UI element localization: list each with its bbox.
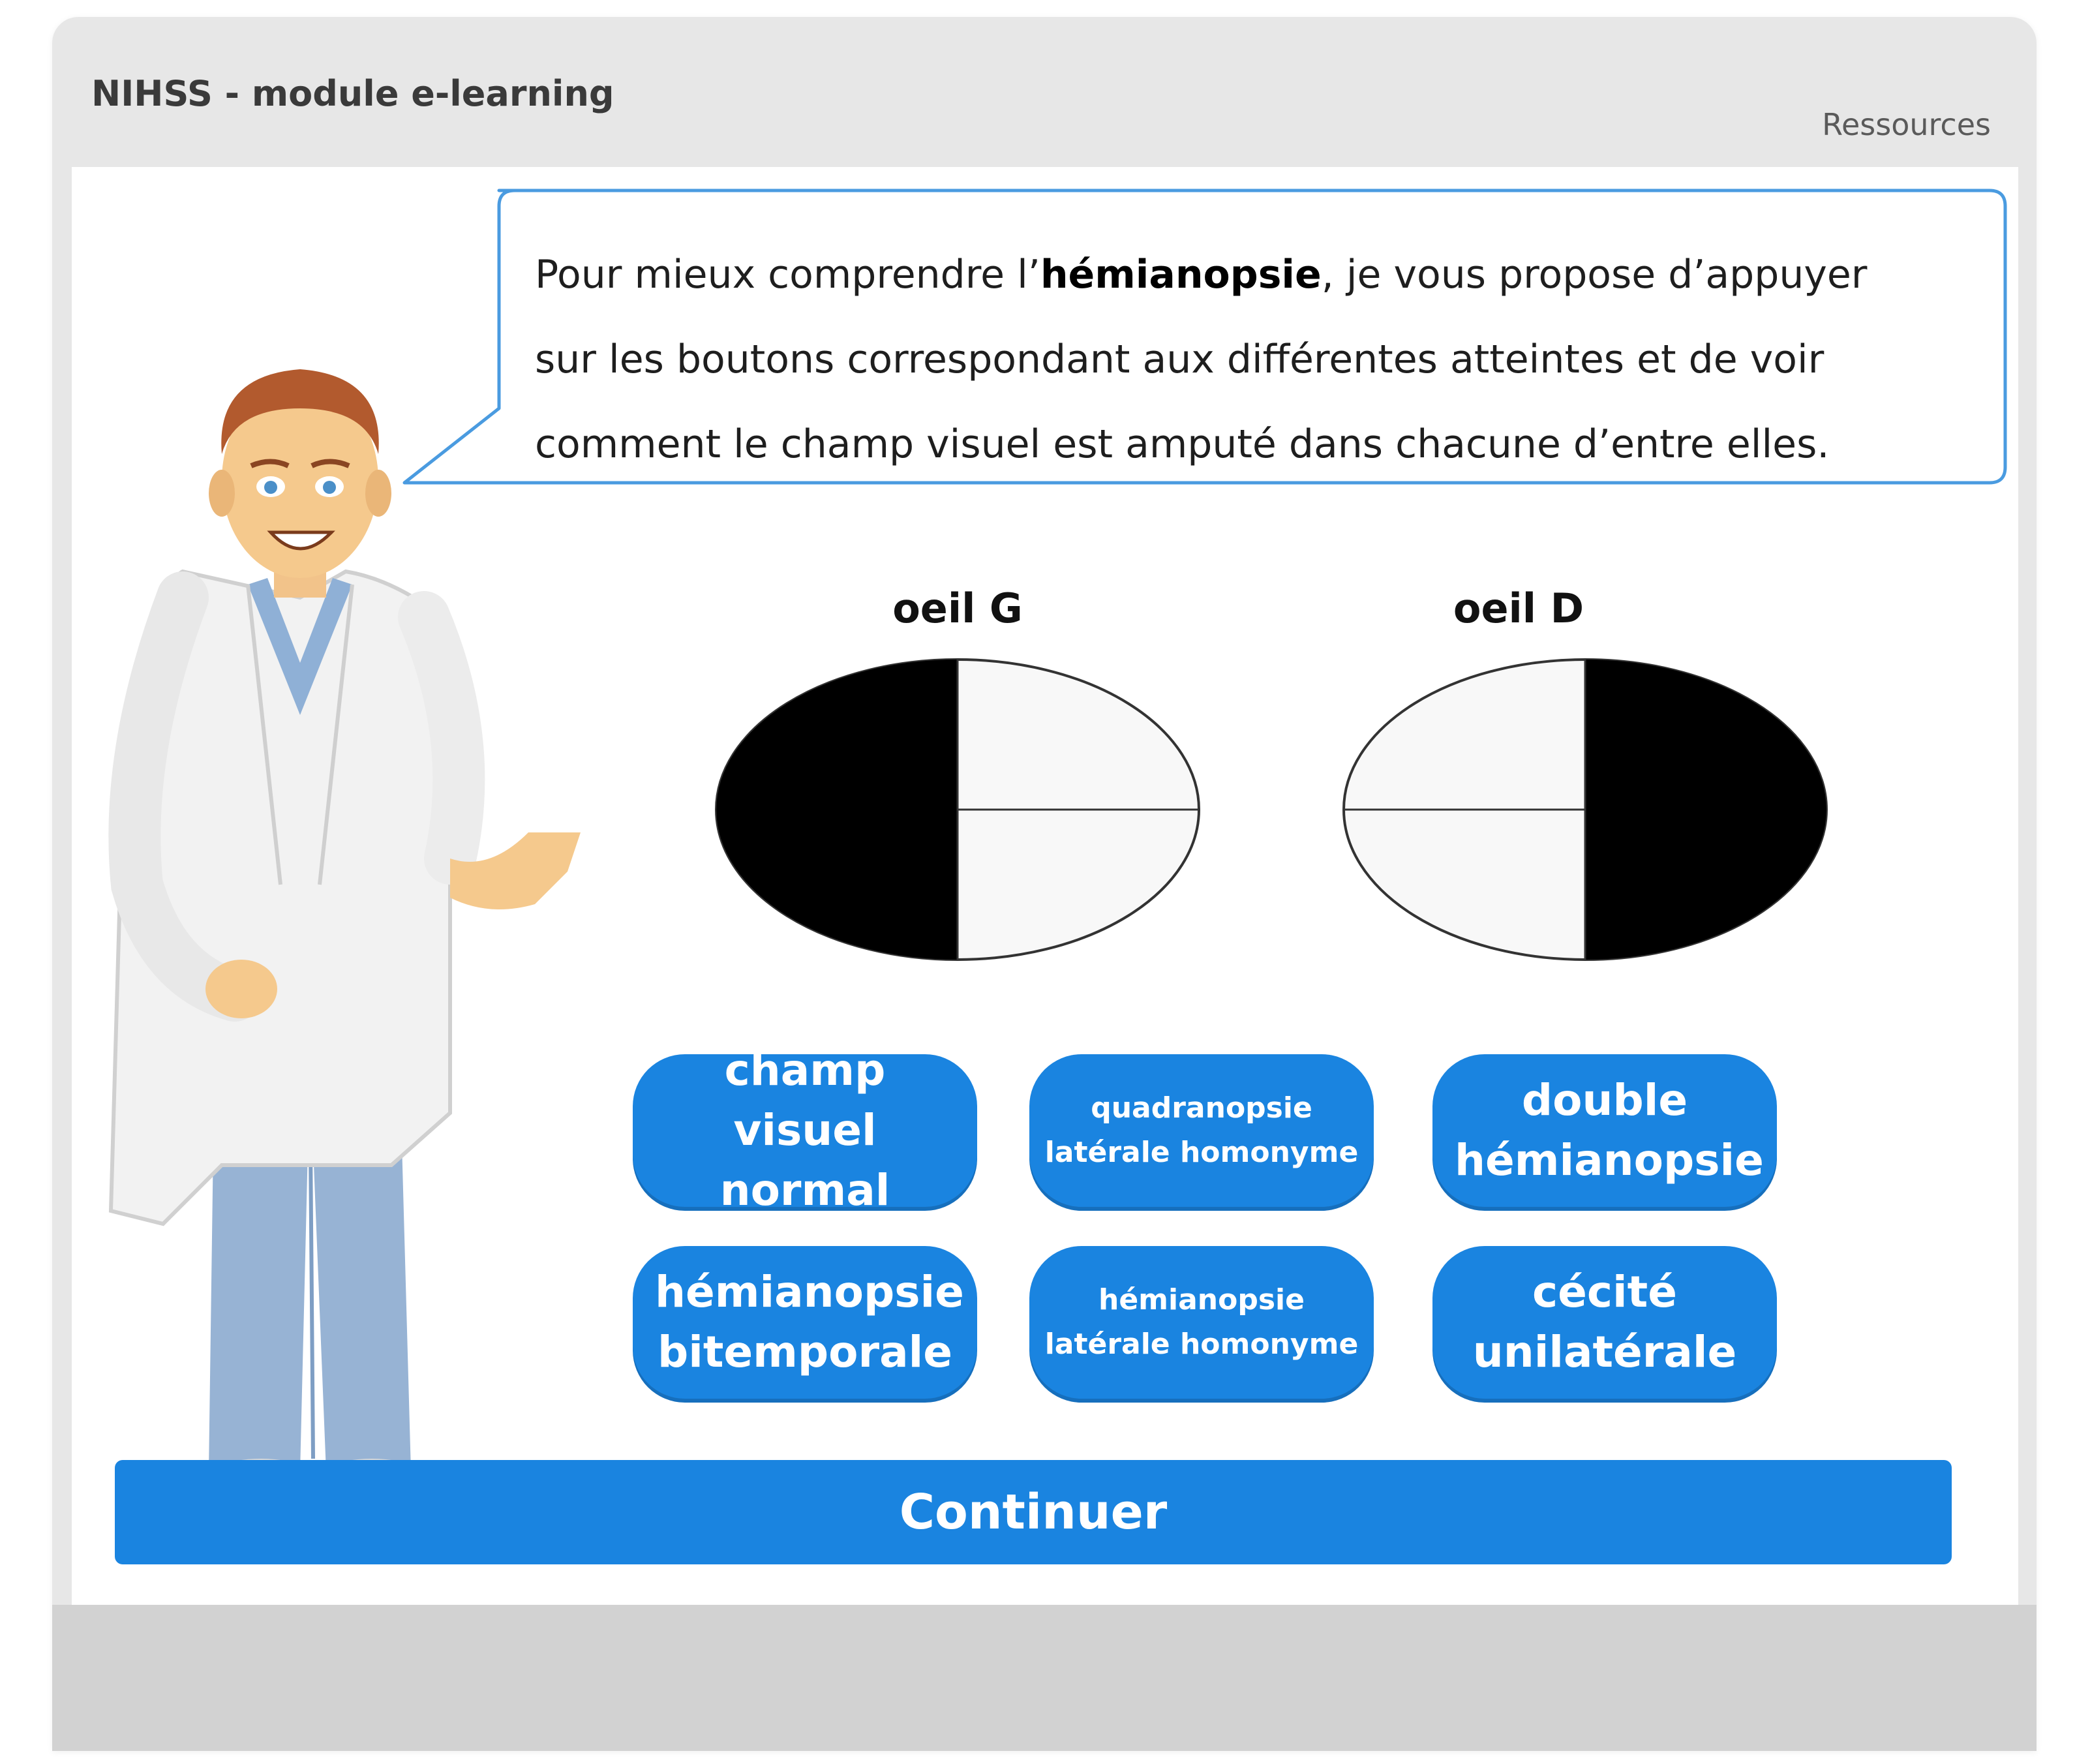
cecite-unilaterale-label: cécité unilatérale: [1472, 1267, 1737, 1377]
continue-button[interactable]: Continuer: [115, 1460, 1952, 1564]
champ-visuel-normal-label: champ visuel normal: [719, 1045, 890, 1215]
quadranopsie-button[interactable]: [1029, 1054, 1374, 1207]
bubble-text: [535, 232, 1931, 487]
right-eye-visual-field: [1318, 650, 1853, 969]
left-eye-label: oeil G: [892, 585, 1023, 632]
double-hemianopsie-button[interactable]: [1432, 1054, 1777, 1207]
hemianopsie-laterale-label: hémianopsie latérale homonyme: [1044, 1283, 1359, 1361]
hemianopsie-laterale-button[interactable]: [1029, 1246, 1374, 1399]
double-hemianopsie-label: double hémianopsie: [1455, 1075, 1764, 1185]
quadranopsie-label: quadranopsie latérale homonyme: [1044, 1091, 1359, 1169]
bubble-keyword: hémianopsie: [1040, 252, 1322, 297]
hemianopsie-bitemporale-label: hémianopsie bitemporale: [655, 1267, 964, 1377]
bubble-text-intro: Pour mieux comprendre l’: [535, 252, 1040, 297]
left-eye-blind-half: [716, 660, 958, 960]
player-frame: [52, 17, 2037, 1751]
player-footer: [52, 1605, 2037, 1751]
left-eye-visual-field: [690, 650, 1225, 969]
right-eye-blind-half: [1585, 660, 1826, 960]
resources-link[interactable]: Ressources: [1822, 107, 1991, 142]
course-title: NIHSS - module e-learning: [91, 73, 614, 114]
champ-visuel-normal-button[interactable]: [633, 1045, 977, 1215]
bubble-text-rest: , je vous propose d’appuyer sur les boutons correspondant aux différentes atteintes et de voir comment le champ visuel est amputé dans chacune d’entre elles.: [535, 252, 1868, 467]
hemianopsie-bitemporale-button[interactable]: [633, 1246, 977, 1399]
right-eye-label: oeil D: [1453, 585, 1584, 632]
cecite-unilaterale-button[interactable]: [1432, 1246, 1777, 1399]
slide-canvas: [72, 167, 2018, 1605]
